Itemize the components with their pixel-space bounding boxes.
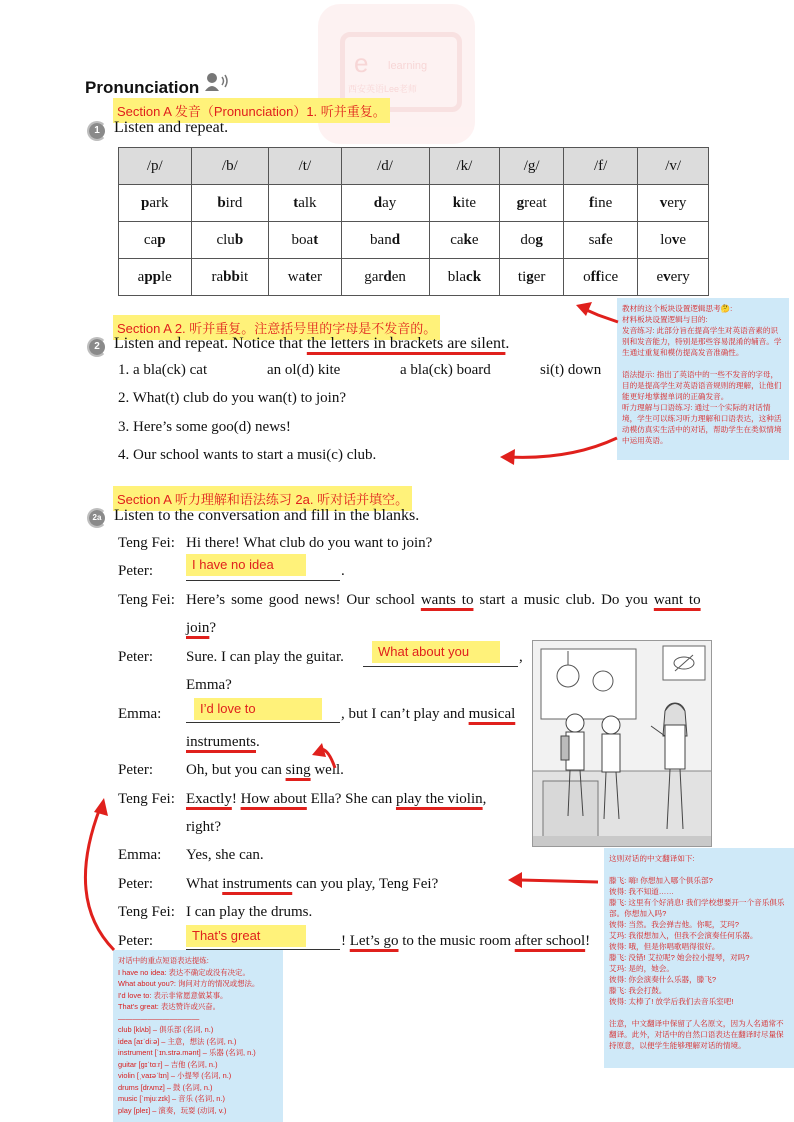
arrowhead bbox=[312, 743, 326, 757]
word-cell: tiger bbox=[500, 259, 564, 296]
target-letter: d bbox=[383, 268, 392, 285]
word-cell: every bbox=[638, 259, 709, 296]
word-cell: very bbox=[638, 185, 709, 222]
arrowhead bbox=[500, 449, 515, 465]
word-cell: park bbox=[119, 185, 192, 222]
word-cell: safe bbox=[564, 222, 638, 259]
word-cell: fine bbox=[564, 185, 638, 222]
dialog-line: Exactly! How about Ella? She can play the violin, bbox=[186, 791, 487, 807]
key-phrase: How about bbox=[240, 791, 307, 807]
section1-instruction: Listen and repeat. bbox=[114, 119, 229, 136]
list-item: 4. Our school wants to start a musi(c) club. bbox=[118, 447, 377, 463]
arrowhead bbox=[94, 798, 108, 816]
word-cell: office bbox=[564, 259, 638, 296]
word-cell: kite bbox=[429, 185, 500, 222]
answer-blank-line bbox=[363, 666, 518, 667]
dialog-punct: , bbox=[519, 649, 523, 665]
word-cell: bird bbox=[191, 185, 269, 222]
target-letter: t bbox=[293, 194, 299, 211]
watermark-e: e bbox=[354, 48, 369, 78]
arrow-to-dialog bbox=[85, 808, 114, 950]
phoneme-header: /b/ bbox=[191, 148, 269, 185]
phoneme-header: /p/ bbox=[119, 148, 192, 185]
dialog-line: instruments. bbox=[186, 734, 260, 750]
dialog-line: Here’s some good news! Our school wants to start a music club. Do you want to bbox=[186, 592, 701, 608]
speaker-label: Peter: bbox=[118, 762, 153, 778]
list-item: an ol(d) kite bbox=[267, 362, 341, 378]
word-cell: great bbox=[500, 185, 564, 222]
dialog-line: What instruments can you play, Teng Fei? bbox=[186, 876, 439, 892]
dialog-line: right? bbox=[186, 819, 221, 835]
arrow-to-instruments bbox=[520, 880, 598, 882]
dialog-line: Sure. I can play the guitar. bbox=[186, 649, 344, 665]
dialog-line: Emma? bbox=[186, 677, 232, 693]
section2a-tag: Section A 听力理解和语法练习 2a. 听对话并填空。 bbox=[113, 486, 412, 511]
list-item: 2. What(t) club do you wan(t) to join? bbox=[118, 390, 347, 406]
target-letter: g bbox=[535, 231, 543, 248]
answer-blank-4[interactable]: That’s great bbox=[186, 925, 306, 947]
phonics-row bbox=[119, 185, 709, 222]
dialog-line: Yes, she can. bbox=[186, 847, 264, 863]
watermark-learning: learning bbox=[388, 60, 428, 72]
target-letter: ff bbox=[590, 268, 601, 285]
phoneme-header: /d/ bbox=[341, 148, 429, 185]
speaker-label: Teng Fei: bbox=[118, 535, 175, 551]
list-item: 1. a bla(ck) cat bbox=[118, 362, 208, 378]
speaker-label: Emma: bbox=[118, 706, 162, 722]
dialog-line: Oh, but you can sing well. bbox=[186, 762, 344, 778]
word-cell: band bbox=[341, 222, 429, 259]
phoneme-header: /k/ bbox=[429, 148, 500, 185]
target-letter: v bbox=[671, 231, 680, 248]
answer-blank-1[interactable]: I have no idea bbox=[186, 554, 306, 576]
phoneme-header: /t/ bbox=[269, 148, 341, 185]
key-phrase: instruments bbox=[222, 876, 293, 892]
note-key-phrases: 对话中的重点短语表达提炼: I have no idea: 表达不确定或没有决定。 What about you?: 询问对方的情况或想法。 I'd love to: 表示非常愿意做某事。 That's great: 表达赞许或兴奋。 ——————————— club [klʌb] – 俱乐部 (名词, n.) idea [aɪˈdiːə] – 主意，想法 (名词, n.) instrument [ˈɪn.strə.mənt] – 乐器 (名词, n.) guitar [gɪˈtɑːr] – 吉他 (名词, n.) violin [ˌvaɪəˈlɪn] – 小提琴 (名词, n.) drums [drʌmz] – 鼓 (名词, n.) music [ˈmjuːzɪk] – 音乐 (名词, n.) play [pleɪ] – 演奏，玩耍 (动词, v.) bbox=[113, 950, 283, 1122]
list-item: a bla(ck) board bbox=[400, 362, 491, 378]
target-letter: bb bbox=[223, 268, 240, 285]
watermark-logo bbox=[318, 4, 475, 144]
target-letter: f bbox=[589, 194, 594, 211]
section2a-instruction: Listen to the conversation and fill in the blanks. bbox=[114, 507, 420, 524]
section2a-number-badge: 2a bbox=[87, 508, 109, 526]
word-cell: day bbox=[341, 185, 429, 222]
word-cell: dog bbox=[500, 222, 564, 259]
target-letter: g bbox=[526, 268, 534, 285]
word-cell: cake bbox=[429, 222, 500, 259]
arrowhead bbox=[576, 302, 592, 316]
answer-blank-2[interactable]: What about you bbox=[372, 641, 500, 663]
target-letter: v bbox=[659, 194, 668, 211]
section2-instruction: Listen and repeat. Notice that the letters in brackets are silent. bbox=[114, 335, 510, 352]
note-translation: 这则对话的中文翻译如下: 滕飞: 嗨! 你想加入哪个俱乐部? 彼得: 我不知道…… 滕飞: 这里有个好消息! 我们学校想要开一个音乐俱乐部。你想加入吗? 彼得: 当然。我会弹吉他。你呢，艾玛? 艾玛: 我很想加入，但我不会演奏任何乐器。 彼得: 哦，但是你唱歌唱得很好。 滕飞: 没错! 艾拉呢? 她会拉小提琴，对吗? 艾玛: 是的，她会。 彼得: 你会演奏什么乐器，滕飞? 滕飞: 我会打鼓。 彼得: 太棒了! 放学后我们去音乐室吧! 注意，中文翻译中保留了人名原文，因为人名通常不翻译。此外，对话中的自然口语表达在翻译时尽量保持原意，以便学生能够理解对话的情境。 bbox=[604, 848, 794, 1068]
illustration-students bbox=[532, 640, 712, 847]
key-phrase: musical bbox=[468, 706, 516, 722]
target-letter: f bbox=[601, 231, 607, 248]
key-phrase: join bbox=[186, 620, 210, 636]
key-phrase: want to bbox=[653, 592, 701, 608]
word-cell: rabbit bbox=[191, 259, 269, 296]
key-phrase: sing bbox=[285, 762, 311, 778]
target-letter: d bbox=[391, 231, 401, 248]
phoneme-header: /f/ bbox=[564, 148, 638, 185]
dialog-line: I can play the drums. bbox=[186, 904, 313, 920]
key-phrase: after school bbox=[514, 933, 586, 949]
target-letter: pp bbox=[144, 268, 162, 285]
page-title: Pronunciation bbox=[85, 78, 200, 97]
list-item: si(t) down bbox=[540, 362, 602, 378]
phonics-row bbox=[119, 259, 709, 296]
list-item: 3. Here’s some goo(d) news! bbox=[118, 419, 291, 435]
phonics-table bbox=[118, 147, 709, 296]
speaker-label: Peter: bbox=[118, 933, 153, 949]
speaker-label: Teng Fei: bbox=[118, 904, 175, 920]
key-phrase: play the violin bbox=[395, 791, 483, 807]
section1-tag: Section A 发音（Pronunciation）1. 听并重复。 bbox=[113, 98, 390, 123]
word-cell: talk bbox=[269, 185, 341, 222]
arrow-to-table bbox=[582, 308, 618, 322]
phonics-header-row bbox=[119, 148, 709, 185]
target-letter: g bbox=[516, 194, 525, 211]
phoneme-header: /g/ bbox=[500, 148, 564, 185]
section2-tag: Section A 2. 听并重复。注意括号里的字母是不发音的。 bbox=[113, 315, 440, 340]
silent-letters-phrase: the letters in brackets are silent bbox=[306, 335, 506, 352]
speaker-label: Emma: bbox=[118, 847, 162, 863]
speaker-label: Peter: bbox=[118, 649, 153, 665]
word-cell: apple bbox=[119, 259, 192, 296]
dialog-line: , but I can’t play and musical bbox=[341, 706, 516, 722]
key-phrase: wants to bbox=[420, 592, 474, 608]
target-letter: p bbox=[157, 231, 166, 248]
speaker-label: Teng Fei: bbox=[118, 791, 175, 807]
word-cell: club bbox=[191, 222, 269, 259]
target-letter: t bbox=[305, 268, 311, 285]
arrow-to-section2 bbox=[508, 438, 617, 457]
word-cell: boat bbox=[269, 222, 341, 259]
target-letter: d bbox=[373, 194, 383, 211]
word-cell: cap bbox=[119, 222, 192, 259]
speaker-label: Teng Fei: bbox=[118, 592, 175, 608]
speaker-label: Peter: bbox=[118, 563, 153, 579]
answer-blank-line bbox=[186, 722, 340, 723]
speaker-label: Peter: bbox=[118, 876, 153, 892]
target-letter: k bbox=[452, 194, 462, 211]
target-letter: v bbox=[663, 268, 671, 285]
target-letter: p bbox=[141, 194, 150, 211]
target-letter: b bbox=[234, 231, 244, 248]
target-letter: b bbox=[217, 194, 226, 211]
word-cell: water bbox=[269, 259, 341, 296]
phonics-row bbox=[119, 222, 709, 259]
dialog-line: join? bbox=[186, 620, 217, 636]
target-letter: ck bbox=[466, 268, 482, 285]
target-letter: k bbox=[463, 231, 472, 248]
word-cell: love bbox=[638, 222, 709, 259]
section1-number-badge: 1 bbox=[87, 121, 109, 139]
word-cell: garden bbox=[341, 259, 429, 296]
dialog-line: Hi there! What club do you want to join? bbox=[186, 535, 433, 551]
note-design-logic: 教材的这个板块设置逻辑思考🤔: 材料板块设置逻辑与目的: 发音练习: 此部分旨在提高学生对英语音素的识别和发音能力，特别是那些容易混淆的辅音。学生通过重复和模仿提高发音准确性。 语法提示: 指出了英语中的一些不发音的字母，目的是提高学生对英语语音规则的理解，让他们能更好地掌握单词的正确发音。 听力理解与口语练习: 通过一个实际的对话情境，学生可以练习听力理解和口语表达，这种活动模仿真实生活中的对话，帮助学生在类似情境中运用英语。 bbox=[617, 298, 789, 460]
answer-blank-3[interactable]: I’d love to bbox=[194, 698, 322, 720]
target-letter: t bbox=[313, 231, 319, 248]
key-phrase: instruments bbox=[186, 734, 256, 750]
arrowhead bbox=[508, 872, 522, 888]
dialog-punct: . bbox=[341, 563, 345, 579]
key-phrase: Let’s go bbox=[349, 933, 399, 949]
phoneme-header: /v/ bbox=[638, 148, 709, 185]
watermark-sub: 西安英语Lee老师 bbox=[348, 84, 418, 94]
word-cell: black bbox=[429, 259, 500, 296]
answer-blank-line bbox=[186, 580, 340, 581]
section2-number-badge: 2 bbox=[87, 337, 109, 355]
key-phrase: Exactly bbox=[186, 791, 232, 807]
speaker-icon bbox=[203, 71, 229, 93]
dialog-line: ! Let’s go to the music room after school! bbox=[341, 933, 591, 949]
